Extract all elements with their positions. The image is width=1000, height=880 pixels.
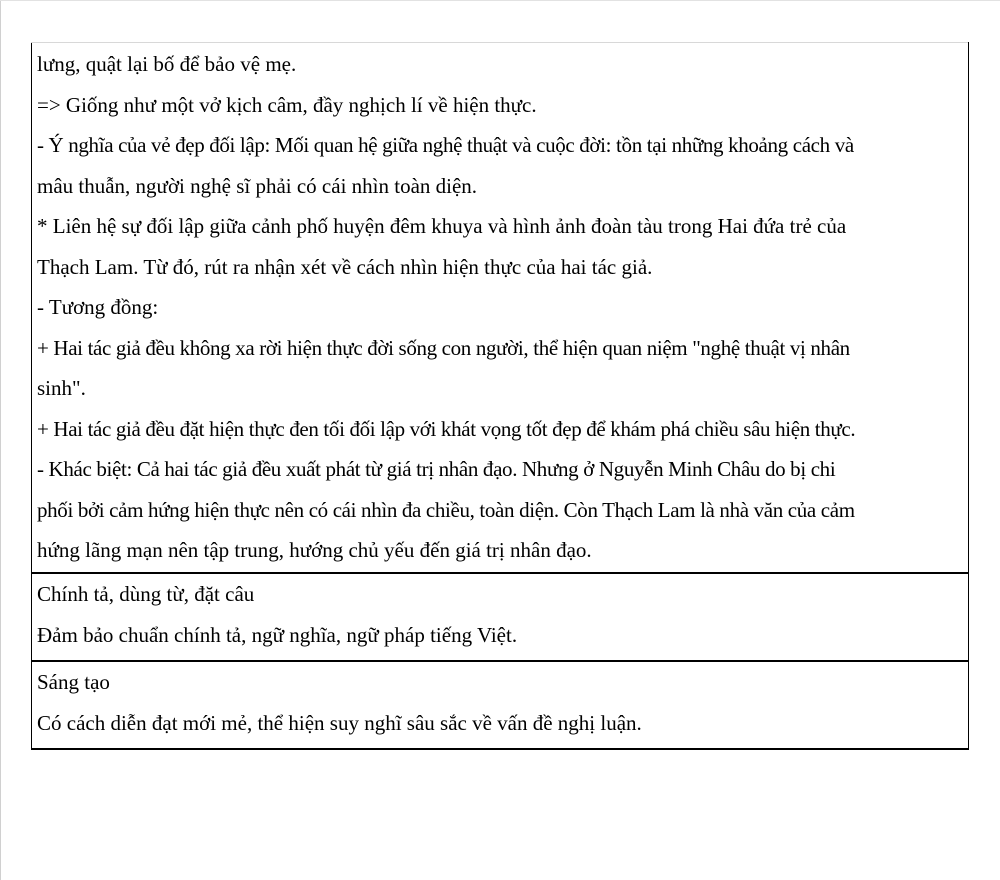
content-line: - Khác biệt: Cả hai tác giả đều xuất phát từ giá trị nhân đạo. Nhưng ở Nguyễn Minh Châu do bị chi: [37, 457, 836, 481]
content-line: - Tương đồng:: [37, 295, 159, 319]
content-line: lưng, quật lại bố để bảo vệ mẹ.: [37, 52, 297, 76]
content-line: + Hai tác giả đều không xa rời hiện thực đời sống con người, thể hiện quan niệm "nghệ thuật vị nhân: [37, 335, 850, 360]
creativity-heading: Sáng tạo: [37, 670, 110, 694]
content-line: - Ý nghĩa của vẻ đẹp đối lập: Mối quan hệ giữa nghệ thuật và cuộc đời: tồn tại những khoảng cách và: [37, 133, 854, 157]
content-line: mâu thuẫn, người nghệ sĩ phải có cái nhìn toàn diện.: [37, 173, 478, 198]
content-line: => Giống như một vở kịch câm, đầy nghịch lí về hiện thực.: [37, 92, 537, 117]
content-row: [32, 43, 969, 574]
content-line: phối bởi cảm hứng hiện thực nên có cái nhìn đa chiều, toàn diện. Còn Thạch Lam là nhà văn của cảm: [37, 497, 855, 522]
rubric-table: [31, 42, 969, 750]
spelling-cell: [32, 573, 969, 661]
spelling-body: Đảm bảo chuẩn chính tả, ngữ nghĩa, ngữ pháp tiếng Việt.: [37, 622, 518, 647]
creativity-row: [32, 661, 969, 749]
page-edge-top: [0, 0, 1000, 1]
content-line: Thạch Lam. Từ đó, rút ra nhận xét về cách nhìn hiện thực của hai tác giả.: [37, 254, 653, 279]
content-line: hứng lãng mạn nên tập trung, hướng chủ yếu đến giá trị nhân đạo.: [37, 538, 592, 562]
content-line: sinh".: [37, 376, 86, 400]
creativity-body: Có cách diễn đạt mới mẻ, thể hiện suy nghĩ sâu sắc về vấn đề nghị luận.: [37, 710, 642, 735]
page-edge-left: [0, 0, 1, 880]
spelling-row: [32, 573, 969, 661]
spelling-heading: Chính tả, dùng từ, đặt câu: [37, 582, 255, 606]
content-line: * Liên hệ sự đối lập giữa cảnh phố huyện đêm khuya và hình ảnh đoàn tàu trong Hai đứa trẻ của: [37, 214, 847, 238]
content-line: + Hai tác giả đều đặt hiện thực đen tối đối lập với khát vọng tốt đẹp để khám phá chiều sâu hiện thực.: [37, 416, 856, 441]
creativity-cell: [32, 661, 969, 749]
content-cell: [32, 43, 969, 574]
